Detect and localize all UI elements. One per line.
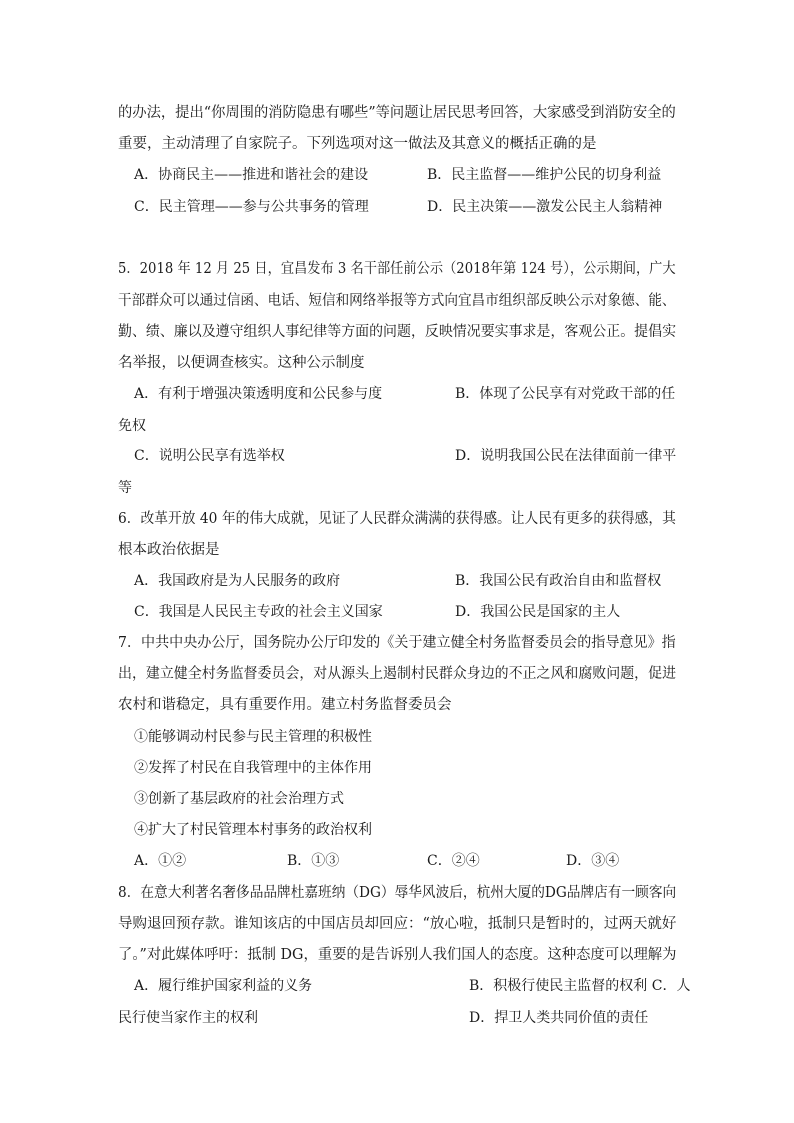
q5-stem-line-3: 勤、绩、廉以及遵守组织人事纪律等方面的问题，反映情况要实事求是，客观公正。提倡实: [118, 324, 677, 340]
q4-option-d: D．民主决策——激发公民主人翁精神: [427, 199, 663, 215]
q6-option-d: D．我国公民是国家的主人: [455, 604, 621, 620]
q8-option-b: B．积极行使民主监督的权利 C．人: [469, 978, 691, 994]
q7-item-1: ①能够调动村民参与民主管理的积极性: [134, 729, 372, 745]
q5-option-b: B．体现了公民享有对党政干部的任: [455, 386, 676, 402]
q8-option-c-wrap: 民行使当家作主的权利: [118, 1010, 258, 1026]
q6-option-c: C．我国是人民民主专政的社会主义国家: [134, 604, 383, 620]
q7-option-c: C．②④: [427, 853, 480, 869]
q6-option-a: A．我国政府是为人民服务的政府: [134, 573, 341, 589]
q4-option-c: C．民主管理——参与公共事务的管理: [134, 199, 369, 215]
q7-option-b: B．①③: [287, 853, 340, 869]
q7-option-a: A．①②: [134, 853, 187, 869]
q5-option-d: D．说明我国公民在法律面前一律平: [455, 448, 677, 464]
q5-stem-line-2: 干部群众可以通过信函、电话、短信和网络举报等方式向宜昌市组织部反映公示对象德、能、: [118, 293, 676, 309]
q4-stem-line-2: 重要，主动清理了自家院子。下列选项对这一做法及其意义的概括正确的是: [118, 136, 597, 152]
q8-stem-line-3: 了。”对此媒体呼吁：抵制 DG，重要的是告诉别人我们国人的态度。这种态度可以理解为: [118, 947, 677, 963]
q7-option-d: D．③④: [566, 853, 620, 869]
q4-option-b: B．民主监督——维护公民的切身利益: [427, 167, 662, 183]
q6-stem-line-1: 6．改革开放 40 年的伟大成就，见证了人民群众满满的获得感。让人民有更多的获得感，其: [118, 511, 676, 527]
q8-option-a: A．履行维护国家利益的义务: [134, 978, 313, 994]
q6-option-b: B．我国公民有政治自由和监督权: [455, 573, 662, 589]
q4-option-a: A．协商民主——推进和谐社会的建设: [134, 167, 369, 183]
q7-item-4: ④扩大了村民管理本村事务的政治权利: [134, 822, 372, 838]
q5-option-a: A．有利于增强决策透明度和公民参与度: [134, 386, 383, 402]
q7-stem-line-2: 出，建立健全村务监督委员会，对从源头上遏制村民群众身边的不正之风和腐败问题，促进: [118, 666, 677, 682]
q8-stem-line-2: 导购退回预存款。谁知该店的中国店员却回应：“放心啦，抵制只是暂时的，过两天就好: [118, 916, 677, 932]
q6-stem-line-2: 根本政治依据是: [118, 542, 220, 558]
q8-option-d: D．捍卫人类共同价值的责任: [469, 1010, 649, 1026]
q7-stem-line-1: 7．中共中央办公厅，国务院办公厅印发的《关于建立健全村务监督委员会的指导意见》指: [118, 635, 676, 651]
q5-option-d-wrap: 等: [118, 480, 132, 496]
q5-stem-line-1: 5．2018 年 12 月 25 日，宜昌发布 3 名干部任前公示（2018年第 124 号），公示期间，广大: [118, 261, 676, 277]
q7-item-2: ②发挥了村民在自我管理中的主体作用: [134, 760, 372, 776]
q5-option-c: C．说明公民享有选举权: [134, 448, 285, 464]
q7-stem-line-3: 农村和谐稳定，具有重要作用。建立村务监督委员会: [118, 697, 452, 713]
q4-stem-line-1: 的办法，提出“你周围的消防隐患有哪些”等问题让居民思考回答，大家感受到消防安全的: [118, 105, 676, 121]
q5-stem-line-4: 名举报，以便调查核实。这种公示制度: [118, 355, 365, 371]
q7-item-3: ③创新了基层政府的社会治理方式: [134, 791, 344, 807]
q5-option-b-wrap: 免权: [118, 418, 146, 434]
q8-stem-line-1: 8．在意大利著名奢侈品品牌杜嘉班纳（DG）辱华风波后，杭州大厦的DG品牌店有一顾客向: [118, 885, 677, 901]
